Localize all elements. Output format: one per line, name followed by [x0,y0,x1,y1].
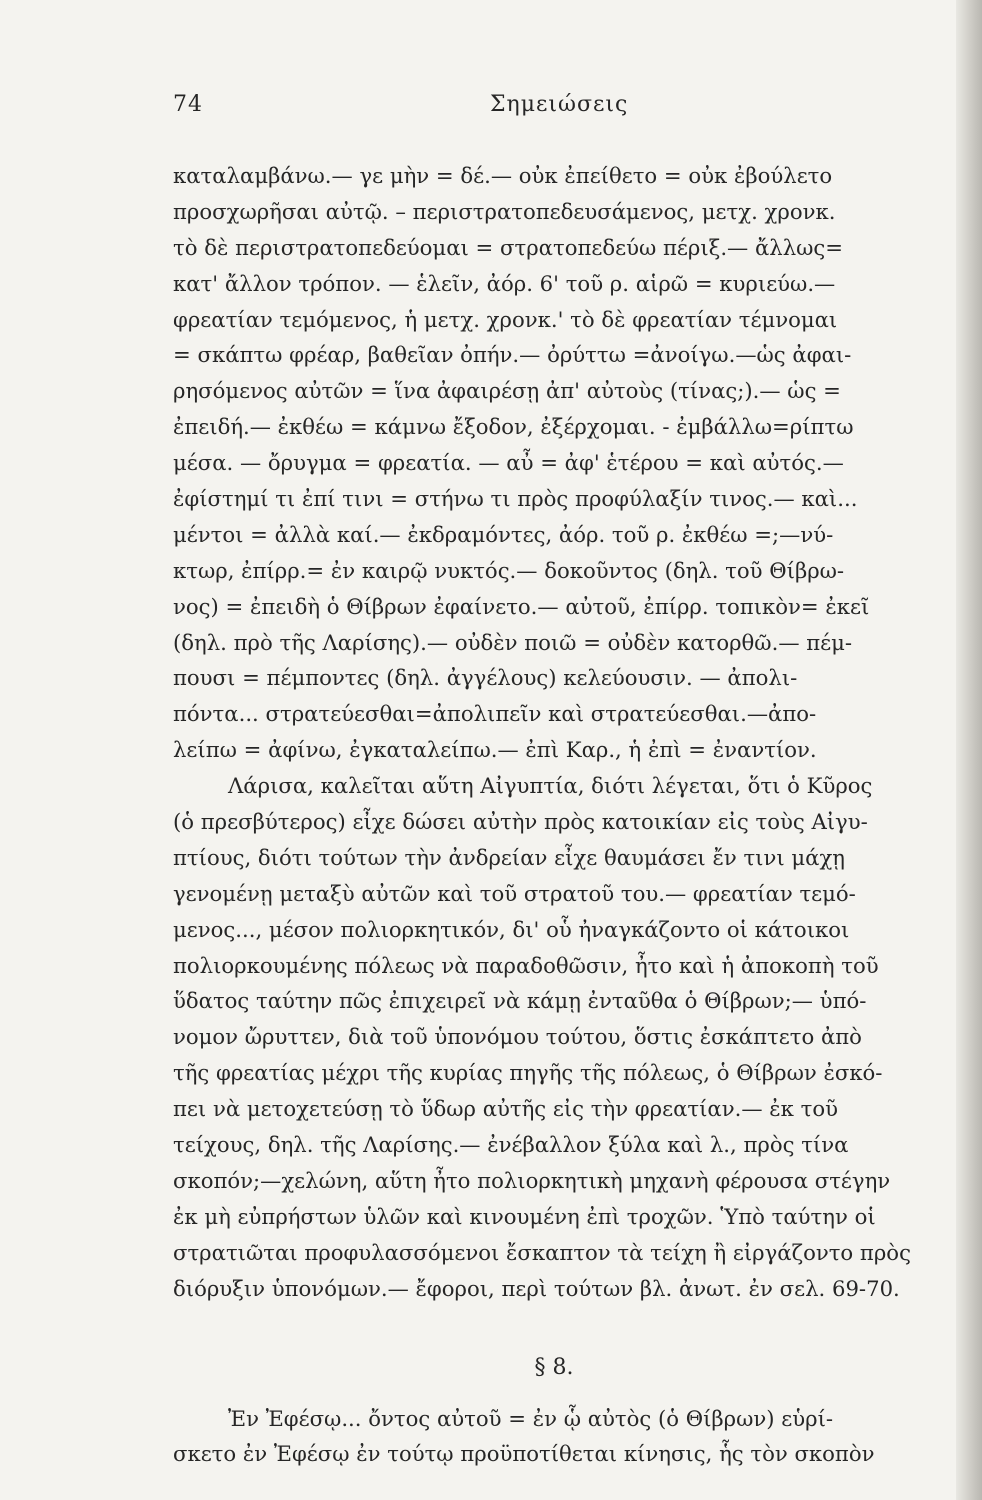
page-edge-shadow [956,0,982,1500]
text-line: προσχωρῆσαι αὐτῷ. – περιστρατοπεδευσάμενος, μετχ. χρονκ. [173,198,836,224]
text-line: νομον ὤρυττεν, διὰ τοῦ ὑπονόμου τούτου, ὅστις ἐσκάπτετο ἀπὸ [173,1024,862,1050]
text-line: καταλαμβάνω.— γε μὴν = δέ.— οὐκ ἐπείθετο = οὐκ ἐβούλετο [173,163,833,188]
text-line: κτωρ, ἐπίρρ.= ἐν καιρῷ νυκτός.— δοκοῦντος (δηλ. τοῦ Θίβρω- [173,557,845,583]
text-line: μενος..., μέσον πολιορκητικόν, δι' οὗ ἠναγκάζοντο οἱ κάτοικοι [173,916,850,942]
text-line: πτίους, διότι τούτων τὴν ἀνδρείαν εἶχε θαυμάσει ἔν τινι μάχῃ [173,844,845,870]
body-text [173,158,935,1472]
text-line: κατ' ἄλλον τρόπον. — ἑλεῖν, ἀόρ. 6' τοῦ ρ. αἱρῶ = κυριεύω.— [173,270,836,296]
text-line: ἐκ μὴ εὐπρήστων ὑλῶν καὶ κινουμένη ἐπὶ τροχῶν. Ὑπὸ ταύτην οἱ [173,1203,876,1229]
paragraph-start-line: Ἐν Ἐφέσῳ... ὄντος αὐτοῦ = ἐν ᾧ αὐτὸς (ὁ Θίβρων) εὑρί- [228,1405,834,1431]
text-line: (δηλ. πρὸ τῆς Λαρίσης).— οὐδὲν ποιῶ = οὐδὲν κατορθῶ.— πέμ- [173,629,853,655]
text-line: μέσα. — ὄρυγμα = φρεατία. — αὖ = ἀφ' ἑτέρου = καὶ αὐτός.— [173,450,844,476]
paragraph-start-line: Λάρισα, καλεῖται αὕτη Αἰγυπτία, διότι λέγεται, ὅτι ὁ Κῦρος [228,773,873,799]
text-line: πόντα... στρατεύεσθαι=ἀπολιπεῖν καὶ στρατεύεσθαι.—ἀπο- [173,701,817,727]
text-line: τῆς φρεατίας μέχρι τῆς κυρίας πηγῆς τῆς πόλεως, ὁ Θίβρων ἐσκό- [173,1060,883,1086]
text-line: = σκάπτω φρέαρ, βαθεῖαν ὀπήν.— ὀρύττω =ἀνοίγω.—ὡς ἀφαι- [173,342,852,368]
text-line: σκετο ἐν Ἐφέσῳ ἐν τούτῳ προϋποτίθεται κίνησις, ἧς τὸν σκοπὸν [173,1441,875,1467]
text-line: διόρυξιν ὑπονόμων.— ἔφοροι, περὶ τούτων βλ. ἀνωτ. ἐν σελ. 69-70. [173,1275,900,1301]
text-line: τείχους, δηλ. τῆς Λαρίσης.— ἐνέβαλλον ξύλα καὶ λ., πρὸς τίνα [173,1132,849,1158]
text-line: (ὁ πρεσβύτερος) εἶχε δώσει αὐτὴν πρὸς κατοικίαν εἰς τοὺς Αἰγυ- [173,809,868,835]
running-title: Σημειώσεις [490,92,629,117]
text-line: στρατιῶται προφυλασσόμενοι ἔσκαπτον τὰ τείχη ἢ εἰργάζοντο πρὸς [173,1239,911,1265]
text-line: τὸ δὲ περιστρατοπεδεύομαι = στρατοπεδεύω πέριξ.— ἄλλως= [173,234,844,260]
text-line: φρεατίαν τεμόμενος, ἡ μετχ. χρονκ.' τὸ δὲ φρεατίαν τέμνομαι [173,306,838,332]
page-header [170,92,930,126]
text-line: πουσι = πέμποντες (δηλ. ἀγγέλους) κελεύουσιν. — ἀπολι- [173,665,798,691]
text-line: ὕδατος ταύτην πῶς ἐπιχειρεῖ νὰ κάμῃ ἐνταῦθα ὁ Θίβρων;— ὑπό- [173,988,867,1014]
text-line: ρησόμενος αὐτῶν = ἵνα ἀφαιρέσῃ ἀπ' αὐτοὺς (τίνας;).— ὡς = [173,378,841,404]
page-number: 74 [173,92,203,117]
text-line: σκοπόν;—χελώνη, αὕτη ἦτο πολιορκητικὴ μηχανὴ φέρουσα στέγην [173,1167,891,1193]
text-line: ἐπειδή.— ἐκθέω = κάμνω ἔξοδον, ἐξέρχομαι. - ἐμβάλλω=ρίπτω [173,414,854,440]
text-line: πολιορκουμένης πόλεως νὰ παραδοθῶσιν, ἦτο καὶ ἡ ἀποκοπὴ τοῦ [173,952,879,978]
text-line: λείπω = ἀφίνω, ἐγκαταλείπω.— ἐπὶ Καρ., ἡ ἐπὶ = ἐναντίον. [173,737,817,763]
text-line: ἐφίστημί τι ἐπί τινι = στήνω τι πρὸς προφύλαξίν τινος.— καὶ... [173,486,858,512]
text-line: γενομένῃ μεταξὺ αὐτῶν καὶ τοῦ στρατοῦ του.— φρεατίαν τεμό- [173,880,856,906]
text-line: νος) = ἐπειδὴ ὁ Θίβρων ἐφαίνετο.— αὐτοῦ, ἐπίρρ. τοπικὸν= ἐκεῖ [173,593,870,619]
section-heading: § 8. [534,1354,574,1380]
text-line: μέντοι = ἀλλὰ καί.— ἐκδραμόντες, ἀόρ. τοῦ ρ. ἐκθέω =;—νύ- [173,521,834,547]
text-line: πει νὰ μετοχετεύσῃ τὸ ὕδωρ αὐτῆς εἰς τὴν φρεατίαν.— ἐκ τοῦ [173,1096,838,1122]
